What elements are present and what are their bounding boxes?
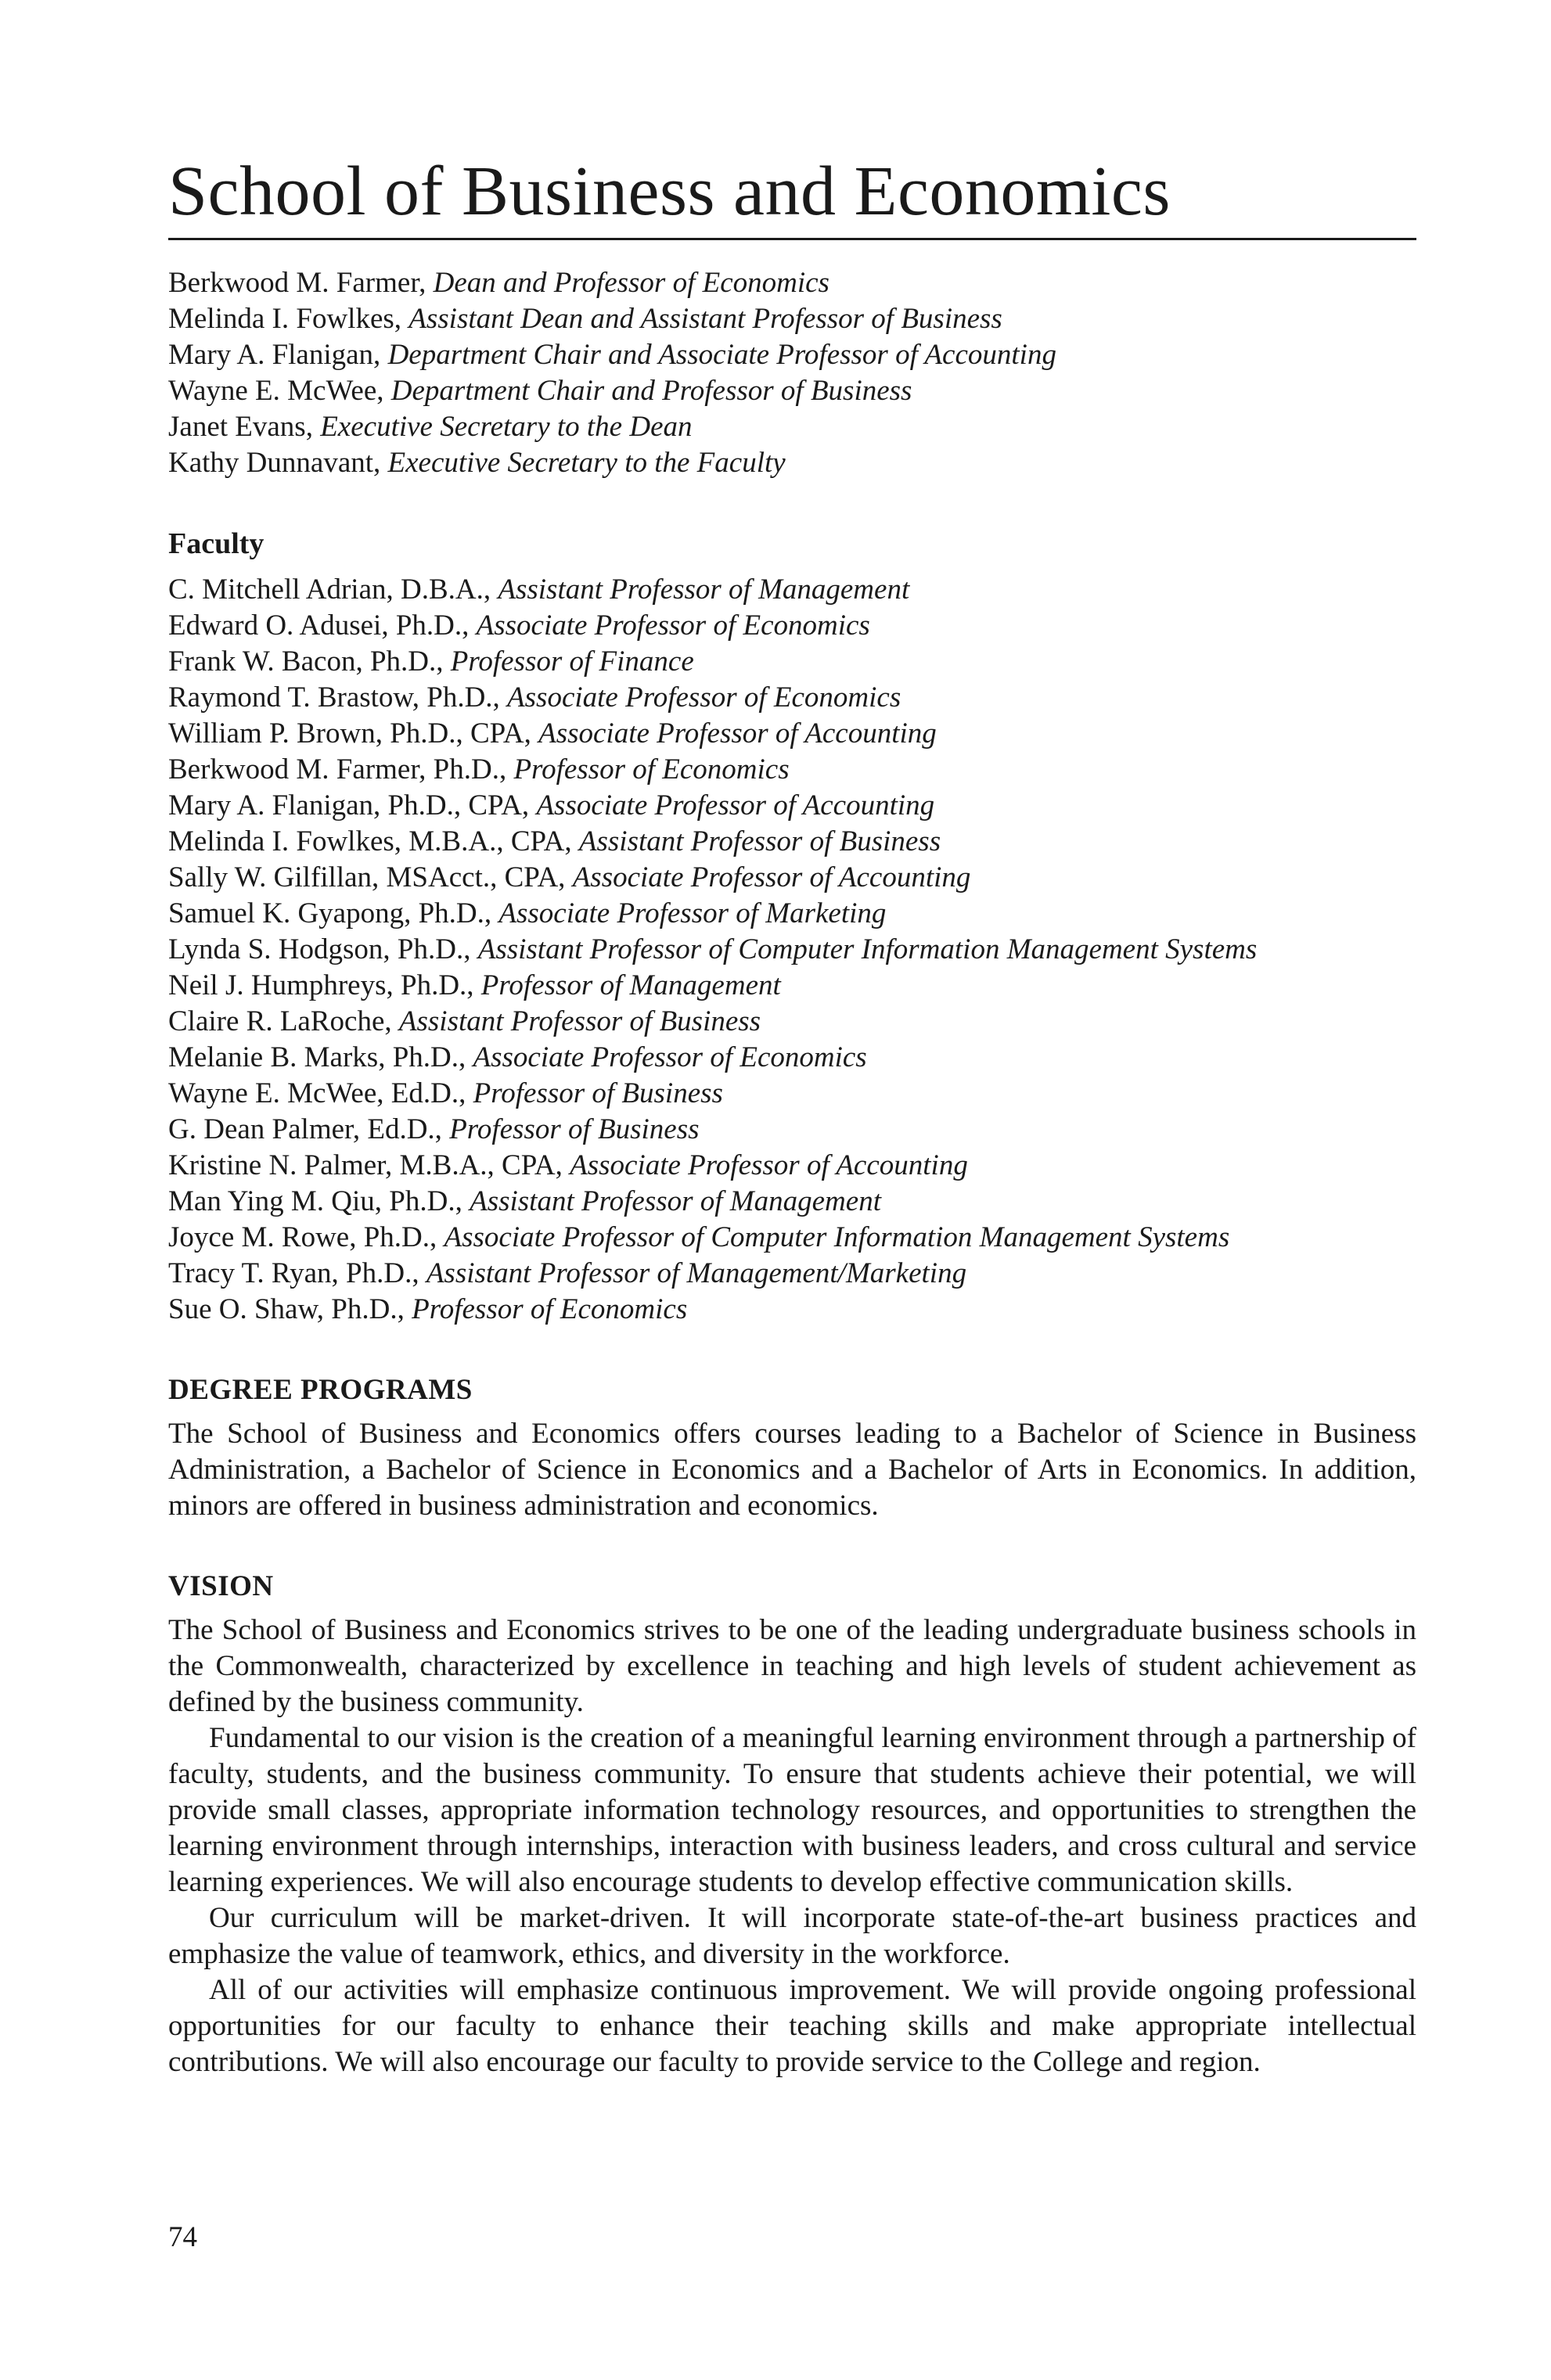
page-title: School of Business and Economics	[168, 156, 1416, 240]
faculty-heading: Faculty	[168, 527, 264, 560]
faculty-entry: Raymond T. Brastow, Ph.D., Associate Professor of Economics	[168, 681, 901, 714]
faculty-entry: William P. Brown, Ph.D., CPA, Associate Professor of Accounting	[168, 717, 937, 750]
faculty-list	[168, 572, 1416, 1328]
admin-entry: Wayne E. McWee, Department Chair and Professor of Business	[168, 375, 912, 407]
admin-entry: Kathy Dunnavant, Executive Secretary to the Faculty	[168, 447, 786, 479]
administration-list	[168, 265, 1416, 481]
degree-programs-text: The School of Business and Economics offers courses leading to a Bachelor of Science in Business Administration, a Bachelor of Science in Economics and a Bachelor of Arts in Economics. In addition, minors are offered in business administration and economics.	[168, 1418, 1416, 1522]
vision-paragraph: The School of Business and Economics strives to be one of the leading undergraduate business schools in the Commonwealth, characterized by excellence in teaching and high levels of student achievement as defined by the business community.	[168, 1614, 1416, 1718]
degree-programs-heading: DEGREE PROGRAMS	[168, 1374, 473, 1406]
faculty-entry: Kristine N. Palmer, M.B.A., CPA, Associate Professor of Accounting	[168, 1149, 968, 1181]
faculty-entry: Joyce M. Rowe, Ph.D., Associate Professor of Computer Information Management Systems	[168, 1221, 1230, 1253]
faculty-entry: Edward O. Adusei, Ph.D., Associate Professor of Economics	[168, 609, 870, 642]
faculty-entry: Tracy T. Ryan, Ph.D., Assistant Professor of Management/Marketing	[168, 1257, 967, 1289]
vision-paragraph: Fundamental to our vision is the creation of a meaningful learning environment through a partnership of faculty, students, and the business community. To ensure that students achieve their potential, we will provide small classes, appropriate information technology resources, and opportunities to strengthen the learning environment through internships, interaction with business leaders, and cross cultural and service learning experiences. We will also encourage students to develop effective communication skills.	[168, 1722, 1416, 1898]
faculty-entry: Frank W. Bacon, Ph.D., Professor of Finance	[168, 645, 694, 678]
faculty-entry: Sally W. Gilfillan, MSAcct., CPA, Associate Professor of Accounting	[168, 861, 971, 893]
faculty-entry: Lynda S. Hodgson, Ph.D., Assistant Professor of Computer Information Management Systems	[168, 933, 1258, 965]
admin-entry: Mary A. Flanigan, Department Chair and Associate Professor of Accounting	[168, 339, 1056, 371]
faculty-entry: Wayne E. McWee, Ed.D., Professor of Business	[168, 1077, 723, 1109]
faculty-entry: Mary A. Flanigan, Ph.D., CPA, Associate Professor of Accounting	[168, 789, 935, 821]
faculty-entry: Samuel K. Gyapong, Ph.D., Associate Professor of Marketing	[168, 897, 887, 929]
page-number: 74	[168, 2221, 197, 2253]
faculty-entry: G. Dean Palmer, Ed.D., Professor of Business	[168, 1113, 700, 1145]
vision-heading: VISION	[168, 1570, 274, 1602]
admin-entry: Berkwood M. Farmer, Dean and Professor of Economics	[168, 267, 829, 299]
faculty-entry: Berkwood M. Farmer, Ph.D., Professor of Economics	[168, 753, 790, 786]
faculty-entry: Claire R. LaRoche, Assistant Professor of Business	[168, 1005, 761, 1037]
admin-entry: Janet Evans, Executive Secretary to the Dean	[168, 411, 693, 443]
admin-entry: Melinda I. Fowlkes, Assistant Dean and Assistant Professor of Business	[168, 303, 1002, 335]
vision-paragraph: All of our activities will emphasize continuous improvement. We will provide ongoing professional opportunities for our faculty to enhance their teaching skills and make appropriate intellectual contributions. We will also encourage our faculty to provide service to the College and region.	[168, 1974, 1416, 2078]
faculty-entry: Neil J. Humphreys, Ph.D., Professor of Management	[168, 969, 781, 1001]
faculty-entry: Melinda I. Fowlkes, M.B.A., CPA, Assistant Professor of Business	[168, 825, 941, 857]
faculty-entry: Sue O. Shaw, Ph.D., Professor of Economics	[168, 1293, 688, 1325]
faculty-entry: C. Mitchell Adrian, D.B.A., Assistant Professor of Management	[168, 573, 910, 606]
catalog-page	[168, 153, 1416, 2080]
faculty-entry: Man Ying M. Qiu, Ph.D., Assistant Professor of Management	[168, 1185, 881, 1217]
vision-paragraph: Our curriculum will be market-driven. It will incorporate state-of-the-art business practices and emphasize the value of teamwork, ethics, and diversity in the workforce.	[168, 1902, 1416, 1970]
faculty-entry: Melanie B. Marks, Ph.D., Associate Professor of Economics	[168, 1041, 867, 1073]
